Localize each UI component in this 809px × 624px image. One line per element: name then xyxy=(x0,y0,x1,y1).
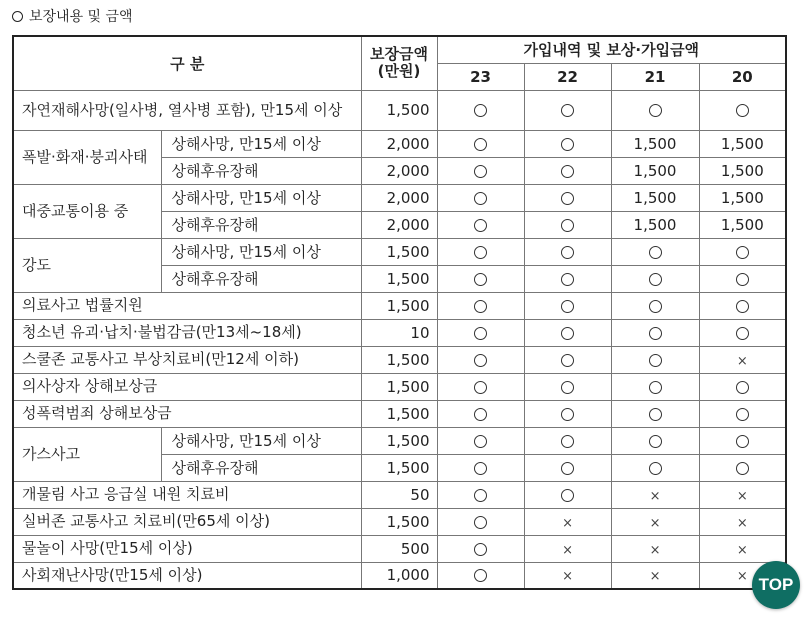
year-cell xyxy=(524,90,611,130)
table-row xyxy=(13,400,786,427)
circle-mark-icon xyxy=(561,192,574,205)
year-cell xyxy=(437,346,524,373)
circle-mark-icon xyxy=(736,408,749,421)
circle-mark-icon xyxy=(736,273,749,286)
header-amount: 보장금액 (만원) xyxy=(361,36,437,90)
row-category: 개물림 사고 응급실 내원 치료비 xyxy=(13,481,361,508)
row-category: 청소년 유괴·납치·불법감금(만13세~18세) xyxy=(13,319,361,346)
year-cell xyxy=(699,481,786,508)
row-category: 의사상자 상해보상금 xyxy=(13,373,361,400)
cross-mark-icon: × xyxy=(649,569,661,585)
row-amount: 1,000 xyxy=(361,562,437,589)
circle-mark-icon xyxy=(561,408,574,421)
year-cell xyxy=(699,400,786,427)
year-cell xyxy=(699,184,786,211)
circle-mark-icon xyxy=(474,300,487,313)
circle-mark-icon xyxy=(649,246,662,259)
row-category: 강도 xyxy=(13,238,161,292)
row-category: 성폭력범죄 상해보상금 xyxy=(13,400,361,427)
row-amount: 2,000 xyxy=(361,157,437,184)
year-cell xyxy=(611,319,699,346)
circle-mark-icon xyxy=(474,219,487,232)
year-cell xyxy=(524,454,611,481)
circle-mark-icon xyxy=(649,435,662,448)
year-cell xyxy=(611,238,699,265)
year-cell xyxy=(437,535,524,562)
header-year: 22 xyxy=(524,63,611,90)
year-cell xyxy=(611,130,699,157)
row-subcategory: 상해후유장해 xyxy=(161,211,361,238)
year-cell xyxy=(524,292,611,319)
row-category: 사회재난사망(만15세 이상) xyxy=(13,562,361,589)
year-cell xyxy=(699,508,786,535)
coverage-table xyxy=(12,35,787,590)
year-cell xyxy=(524,346,611,373)
circle-mark-icon xyxy=(649,300,662,313)
circle-mark-icon xyxy=(736,435,749,448)
year-cell xyxy=(611,562,699,589)
table-row xyxy=(13,184,786,211)
circle-mark-icon xyxy=(474,408,487,421)
circle-mark-icon xyxy=(474,543,487,556)
row-amount: 500 xyxy=(361,535,437,562)
year-cell xyxy=(524,238,611,265)
cross-mark-icon: × xyxy=(562,569,573,585)
year-cell xyxy=(437,508,524,535)
circle-mark-icon xyxy=(474,138,487,151)
circle-mark-icon xyxy=(561,219,574,232)
circle-mark-icon xyxy=(561,138,574,151)
row-amount: 1,500 xyxy=(361,346,437,373)
year-cell xyxy=(524,319,611,346)
circle-mark-icon xyxy=(561,246,574,259)
year-cell xyxy=(524,130,611,157)
table-row xyxy=(13,238,786,265)
year-cell xyxy=(437,211,524,238)
year-cell xyxy=(437,562,524,589)
circle-mark-icon xyxy=(474,327,487,340)
table-row xyxy=(13,90,786,130)
year-cell xyxy=(524,400,611,427)
circle-mark-icon xyxy=(561,354,574,367)
circle-mark-icon xyxy=(736,462,749,475)
circle-mark-icon xyxy=(561,165,574,178)
cross-mark-icon: × xyxy=(649,515,661,531)
row-amount: 1,500 xyxy=(361,90,437,130)
year-cell xyxy=(611,535,699,562)
circle-mark-icon xyxy=(474,489,487,502)
circle-mark-icon xyxy=(474,435,487,448)
cross-mark-icon: × xyxy=(736,353,748,369)
row-amount: 1,500 xyxy=(361,427,437,454)
circle-mark-icon xyxy=(561,435,574,448)
year-cell xyxy=(437,238,524,265)
year-cell xyxy=(611,427,699,454)
table-row xyxy=(13,535,786,562)
year-cell xyxy=(437,90,524,130)
row-category: 스쿨존 교통사고 부상치료비(만12세 이하) xyxy=(13,346,361,373)
row-category: 물놀이 사망(만15세 이상) xyxy=(13,535,361,562)
row-amount: 1,500 xyxy=(361,238,437,265)
row-category: 실버존 교통사고 치료비(만65세 이상) xyxy=(13,508,361,535)
circle-mark-icon xyxy=(474,516,487,529)
scroll-top-button[interactable]: TOP xyxy=(752,561,800,609)
year-cell xyxy=(611,508,699,535)
circle-mark-icon xyxy=(561,104,574,117)
cross-mark-icon: × xyxy=(562,542,573,558)
circle-mark-icon xyxy=(474,462,487,475)
circle-mark-icon xyxy=(561,462,574,475)
table-row xyxy=(13,319,786,346)
circle-mark-icon xyxy=(474,381,487,394)
amount-value: 1,500 xyxy=(633,161,677,180)
circle-mark-icon xyxy=(649,462,662,475)
year-cell xyxy=(699,292,786,319)
year-cell xyxy=(699,454,786,481)
amount-value: 1,500 xyxy=(720,161,764,180)
row-category: 자연재해사망(일사병, 열사병 포함), 만15세 이상 xyxy=(13,90,361,130)
year-cell xyxy=(524,157,611,184)
year-cell xyxy=(437,319,524,346)
row-subcategory: 상해후유장해 xyxy=(161,265,361,292)
year-cell xyxy=(699,130,786,157)
row-category: 대중교통이용 중 xyxy=(13,184,161,238)
year-cell xyxy=(611,400,699,427)
row-amount: 1,500 xyxy=(361,400,437,427)
year-cell xyxy=(437,481,524,508)
year-cell xyxy=(437,130,524,157)
circle-mark-icon xyxy=(474,273,487,286)
row-amount: 1,500 xyxy=(361,508,437,535)
header-group: 가입내역 및 보상·가입금액 xyxy=(437,36,786,63)
year-cell xyxy=(437,157,524,184)
year-cell xyxy=(524,535,611,562)
year-cell xyxy=(524,562,611,589)
circle-mark-icon xyxy=(561,327,574,340)
circle-mark-icon xyxy=(649,381,662,394)
year-cell xyxy=(524,427,611,454)
table-row xyxy=(13,292,786,319)
header-year: 23 xyxy=(437,63,524,90)
cross-mark-icon: × xyxy=(736,542,748,558)
circle-mark-icon xyxy=(561,489,574,502)
year-cell xyxy=(611,265,699,292)
circle-mark-icon xyxy=(561,300,574,313)
row-category: 의료사고 법률지원 xyxy=(13,292,361,319)
circle-mark-icon xyxy=(649,327,662,340)
coverage-table-body xyxy=(13,90,786,589)
year-cell xyxy=(437,427,524,454)
circle-mark-icon xyxy=(736,104,749,117)
year-cell xyxy=(524,481,611,508)
cross-mark-icon: × xyxy=(562,515,573,531)
row-amount: 1,500 xyxy=(361,454,437,481)
year-cell xyxy=(611,454,699,481)
year-cell xyxy=(699,265,786,292)
year-cell xyxy=(437,373,524,400)
circle-mark-icon xyxy=(649,354,662,367)
circle-mark-icon xyxy=(474,165,487,178)
year-cell xyxy=(611,346,699,373)
circle-mark-icon xyxy=(474,104,487,117)
year-cell xyxy=(699,157,786,184)
row-subcategory: 상해사망, 만15세 이상 xyxy=(161,130,361,157)
circle-mark-icon xyxy=(561,273,574,286)
table-row xyxy=(13,346,786,373)
row-subcategory: 상해사망, 만15세 이상 xyxy=(161,238,361,265)
cross-mark-icon: × xyxy=(649,488,661,504)
year-cell xyxy=(699,211,786,238)
year-cell xyxy=(437,265,524,292)
year-cell xyxy=(524,373,611,400)
circle-mark-icon xyxy=(736,327,749,340)
row-subcategory: 상해사망, 만15세 이상 xyxy=(161,184,361,211)
amount-value: 1,500 xyxy=(633,188,677,207)
cross-mark-icon: × xyxy=(649,542,661,558)
circle-mark-icon xyxy=(736,381,749,394)
circle-mark-icon xyxy=(474,192,487,205)
row-amount: 50 xyxy=(361,481,437,508)
circle-mark-icon xyxy=(649,408,662,421)
circle-mark-icon xyxy=(561,381,574,394)
circle-mark-icon xyxy=(474,354,487,367)
table-row xyxy=(13,130,786,157)
circle-mark-icon xyxy=(736,246,749,259)
year-cell xyxy=(699,535,786,562)
circle-mark-icon xyxy=(649,273,662,286)
circle-mark-icon xyxy=(474,569,487,582)
amount-value: 1,500 xyxy=(633,134,677,153)
row-subcategory: 상해후유장해 xyxy=(161,454,361,481)
header-category: 구 분 xyxy=(13,36,361,90)
amount-value: 1,500 xyxy=(720,215,764,234)
cross-mark-icon: × xyxy=(736,515,748,531)
year-cell xyxy=(611,373,699,400)
row-subcategory: 상해후유장해 xyxy=(161,157,361,184)
amount-value: 1,500 xyxy=(720,188,764,207)
year-cell xyxy=(699,346,786,373)
year-cell xyxy=(524,508,611,535)
year-cell xyxy=(699,90,786,130)
circle-mark-icon xyxy=(474,246,487,259)
year-cell xyxy=(524,211,611,238)
cross-mark-icon: × xyxy=(736,488,748,504)
row-subcategory: 상해사망, 만15세 이상 xyxy=(161,427,361,454)
cross-mark-icon: × xyxy=(736,569,748,585)
row-amount: 1,500 xyxy=(361,373,437,400)
year-cell xyxy=(524,184,611,211)
header-year: 21 xyxy=(611,63,699,90)
header-year: 20 xyxy=(699,63,786,90)
section-title: 보장내용 및 금액 xyxy=(29,9,133,25)
amount-value: 1,500 xyxy=(633,215,677,234)
table-row xyxy=(13,427,786,454)
section-heading xyxy=(12,5,133,27)
year-cell xyxy=(611,481,699,508)
year-cell xyxy=(611,292,699,319)
circle-mark-icon xyxy=(649,104,662,117)
year-cell xyxy=(699,238,786,265)
year-cell xyxy=(699,319,786,346)
year-cell xyxy=(611,157,699,184)
row-category: 가스사고 xyxy=(13,427,161,481)
amount-value: 1,500 xyxy=(720,134,764,153)
year-cell xyxy=(611,211,699,238)
year-cell xyxy=(524,265,611,292)
row-amount: 2,000 xyxy=(361,211,437,238)
year-cell xyxy=(437,454,524,481)
row-amount: 2,000 xyxy=(361,130,437,157)
row-amount: 10 xyxy=(361,319,437,346)
circle-mark-icon xyxy=(736,300,749,313)
year-cell xyxy=(611,184,699,211)
year-cell xyxy=(437,184,524,211)
row-category: 폭발·화재·붕괴사태 xyxy=(13,130,161,184)
circle-icon xyxy=(12,11,23,22)
row-amount: 2,000 xyxy=(361,184,437,211)
year-cell xyxy=(699,373,786,400)
row-amount: 1,500 xyxy=(361,265,437,292)
year-cell xyxy=(699,427,786,454)
table-row xyxy=(13,508,786,535)
year-cell xyxy=(611,90,699,130)
row-amount: 1,500 xyxy=(361,292,437,319)
year-cell xyxy=(437,400,524,427)
table-row xyxy=(13,562,786,589)
table-row xyxy=(13,481,786,508)
table-row xyxy=(13,373,786,400)
year-cell xyxy=(437,292,524,319)
